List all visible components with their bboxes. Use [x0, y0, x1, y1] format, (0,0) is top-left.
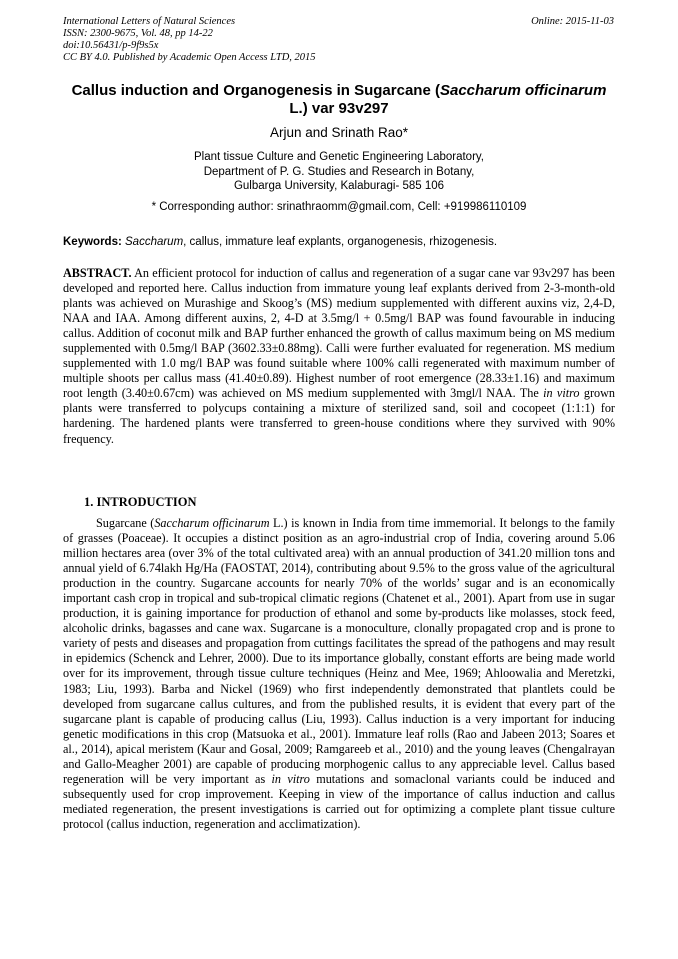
abstract-text: grown plants were transferred to polycups containing a mixture of sterilized sand, soil and cocopeet (1:1:1) for hardening. The hardened plants were transferred to green-house conditions where they survived with 90% frequency.	[63, 386, 615, 446]
paper-title	[63, 82, 615, 118]
title-part1: Callus induction and Organogenesis in Sugarcane (	[71, 82, 440, 99]
abstract	[63, 266, 615, 447]
author-list: Arjun and Srinath Rao*	[269, 125, 409, 140]
abstract-label: ABSTRACT.	[63, 266, 132, 280]
title-part2: L.) var 93v297	[289, 100, 389, 117]
intro-text: mutations and somaclonal variants could be induced and subsequently used for crop improvement. Keeping in view of the importance of callus induction and callus mediated regeneration, the present investigations is carried out for optimizing a complete plant tissue culture protocol (callus induction, regeneration and acclimatization).	[63, 771, 615, 831]
journal-header	[63, 16, 316, 64]
introduction-paragraph	[63, 516, 615, 832]
license-line: CC BY 4.0. Published by Academic Open Access LTD, 2015	[63, 52, 316, 63]
section-heading-introduction: 1. INTRODUCTION	[84, 495, 197, 509]
keyword-genus: Saccharum	[125, 236, 184, 248]
corresponding-author: * Corresponding author: srinathraomm@gmail.com, Cell: +919986110109	[151, 201, 527, 213]
affiliation-line: Plant tissue Culture and Genetic Engineering Laboratory,	[193, 151, 484, 163]
intro-invitro: in vitro	[271, 771, 310, 786]
intro-text: Sugarcane (	[96, 516, 155, 530]
issn-line: ISSN: 2300-9675, Vol. 48, pp 14-22	[63, 28, 213, 39]
intro-species: Saccharum officinarum	[154, 516, 270, 530]
doi-line: doi:10.56431/p-9f9s5x	[63, 40, 159, 51]
abstract-text: An efficient protocol for induction of callus and regeneration of a sugar cane var 93v297 has been developed and reported here. Callus induction from immature young leaf explants derived from 2-3-month-old plants was achieved on Murashige and Skoog’s (MS) medium supplemented with different auxins viz, 2,4-D, NAA and IAA. Among different auxins, 2, 4-D at 3.5mg/l + 0.5mg/l BAP was found favourable in inducing callus. Addition of coconut milk and BAP further enhanced the growth of callus maximum being on MS medium supplemented with 0.5mg/l BAP (3602.33±0.88mg). Calli were further evaluated for regeneration. MS medium supplemented with 1.0 mg/l BAP was found suitable where 100% calli regenerated with maximum number of multiple shoots per callus mass (41.40±0.89). Highest number of root emergence (28.33±1.16) and maximum root length (3.40±0.67cm) was achieved on MS medium supplemented with 3mgl/l NAA. The	[63, 266, 615, 401]
keywords	[63, 235, 615, 249]
keywords-label: Keywords:	[63, 236, 122, 248]
title-species: Saccharum officinarum	[439, 82, 607, 99]
affiliation-line: Department of P. G. Studies and Research in Botany,	[203, 165, 475, 178]
online-date: Online: 2015-11-03	[531, 16, 614, 27]
abstract-invitro: in vitro	[543, 386, 580, 401]
journal-name: International Letters of Natural Sciences	[63, 16, 236, 27]
affiliation	[63, 150, 615, 194]
intro-text: L.) is known in India from time immemorial. It belongs to the family of grasses (Poaceae). It occupies a distinct position as an agro-industrial crop of India, covering around 5.06 million hectares area (over 3% of the total cultivated area) with an annual production of 341.20 million tons and annual yield of 6.74lakh Hg/Ha (FAOSTAT, 2014), contributing about 9.5% to the gross value of the agricultural production in the country. Sugarcane accounts for nearly 70% of the worlds’ sugar and is an economically important cash crop in tropical and sub-tropical climatic regions (Chatenet et al., 2001). Apart from use in sugar production, it is gaining importance for production of ethanol and some by-products like molasses, stock feed, alcoholic drinks, bagasses and cane wax. Sugarcane is a monoculture, clonally propagated crop and is prone to variety of pests and diseases and propagation from cuttings facilitates the spread of the pathogens and may result in epidemics (Schenck and Lehrer, 2000). Due to its importance globally, constant efforts are being made world over for its improvement, through tissue culture techniques (Heinz and Mee, 1969; Ahloowalia and Meretzki, 1983; Liu, 1993). Barba and Nickel (1969) who first independently demonstrated that plantlets could be developed from sugarcane callus cultures, and from the published results, it is evident that every part of the sugarcane plant is capable of producing callus (Liu, 1993). Callus induction is a very important for inducing genetic modifications in this crop (Matsuoka et al., 2001). Immature leaf rolls (Rao and Jabeen 2013; Soares et al., 2014), apical meristem (Kaur and Gosal, 2009; Ramgareeb et al., 2010) and the young leaves (Chengalrayan and Gallo-Meagher 2001) are capable of producing morphogenic callus to any appreciable level. Callus based regeneration will be very important as	[63, 516, 615, 786]
keywords-rest: , callus, immature leaf explants, organogenesis, rhizogenesis.	[183, 236, 498, 248]
affiliation-line: Gulbarga University, Kalaburagi- 585 106	[233, 180, 445, 192]
